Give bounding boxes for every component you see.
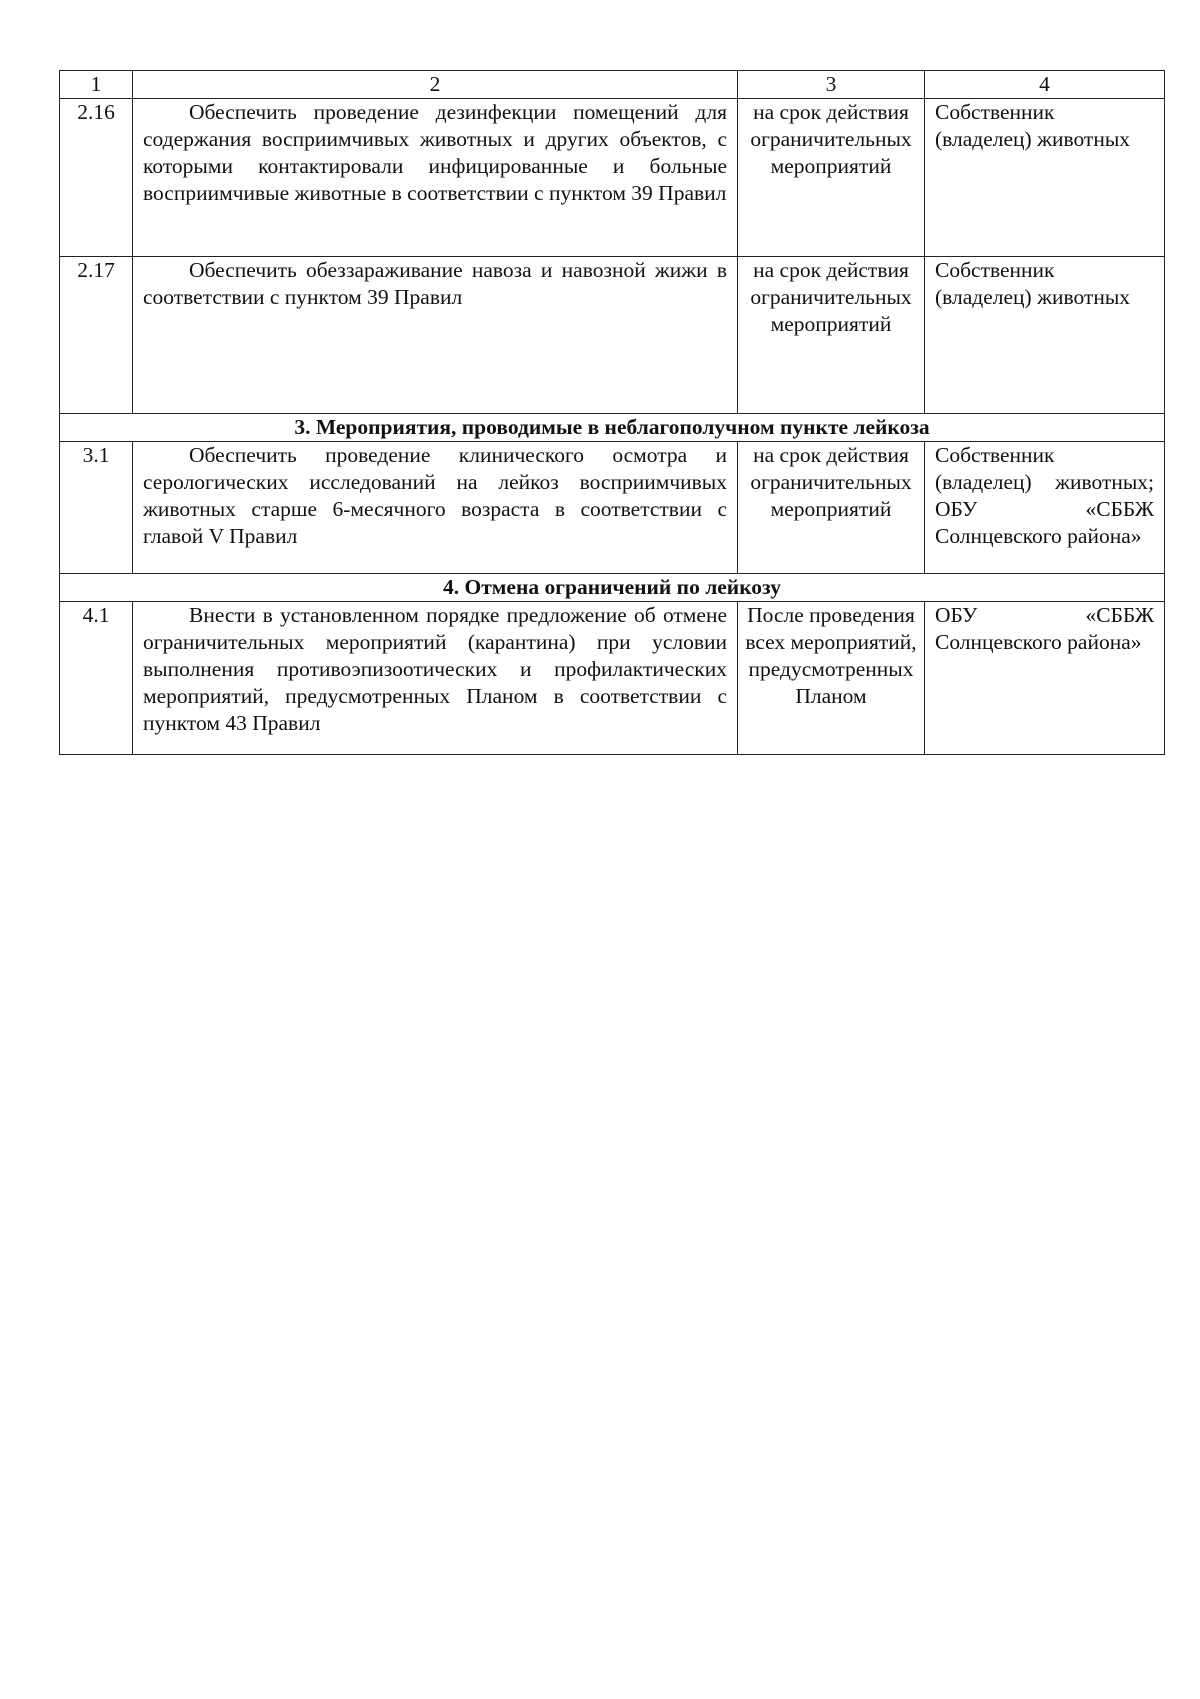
row-responsible: Собственник (владелец) животных; ОБУ «СББЖ Солнцевского района» bbox=[925, 442, 1165, 574]
row-term: После проведения всех мероприятий, предусмотренных Планом bbox=[738, 602, 925, 755]
row-description bbox=[133, 257, 738, 414]
row-term: на срок действия ограничительных мероприятий bbox=[738, 442, 925, 574]
row-description bbox=[133, 442, 738, 574]
row-number: 4.1 bbox=[60, 602, 133, 755]
section-heading-row bbox=[60, 574, 1165, 602]
row-description-text: Обеспечить проведение дезинфекции помещений для содержания восприимчивых животных и других объектов, с которыми контактировали инфицированные и больные восприимчивые животные в соответствии с пунктом 39 Правил bbox=[143, 100, 727, 205]
table-row bbox=[60, 257, 1165, 414]
row-description bbox=[133, 602, 738, 755]
row-responsible: Собственник (владелец) животных bbox=[925, 99, 1165, 257]
column-header-2: 2 bbox=[133, 71, 738, 99]
row-description bbox=[133, 99, 738, 257]
row-responsible: Собственник (владелец) животных bbox=[925, 257, 1165, 414]
row-term: на срок действия ограничительных мероприятий bbox=[738, 257, 925, 414]
column-header-1: 1 bbox=[60, 71, 133, 99]
column-header-4: 4 bbox=[925, 71, 1165, 99]
section-heading-row bbox=[60, 414, 1165, 442]
measures-table bbox=[59, 70, 1165, 755]
column-header-3: 3 bbox=[738, 71, 925, 99]
table-row bbox=[60, 602, 1165, 755]
row-number: 2.16 bbox=[60, 99, 133, 257]
row-term: на срок действия ограничительных мероприятий bbox=[738, 99, 925, 257]
table-row bbox=[60, 99, 1165, 257]
row-responsible: ОБУ «СББЖ Солнцевского района» bbox=[925, 602, 1165, 755]
row-number: 2.17 bbox=[60, 257, 133, 414]
section-4-title: 4. Отмена ограничений по лейкозу bbox=[60, 574, 1165, 602]
row-description-text: Обеспечить проведение клинического осмотра и серологических исследований на лейкоз восприимчивых животных старше 6-месячного возраста в соответствии с главой V Правил bbox=[143, 443, 727, 548]
section-3-title: 3. Мероприятия, проводимые в неблагополучном пункте лейкоза bbox=[60, 414, 1165, 442]
table-header-row bbox=[60, 71, 1165, 99]
row-description-text: Обеспечить обеззараживание навоза и навозной жижи в соответствии с пунктом 39 Правил bbox=[143, 258, 727, 309]
row-number: 3.1 bbox=[60, 442, 133, 574]
table-row bbox=[60, 442, 1165, 574]
row-description-text: Внести в установленном порядке предложение об отмене ограничительных мероприятий (карантина) при условии выполнения противоэпизоотических и профилактических мероприятий, предусмотренных Планом в соответствии с пунктом 43 Правил bbox=[143, 603, 727, 735]
